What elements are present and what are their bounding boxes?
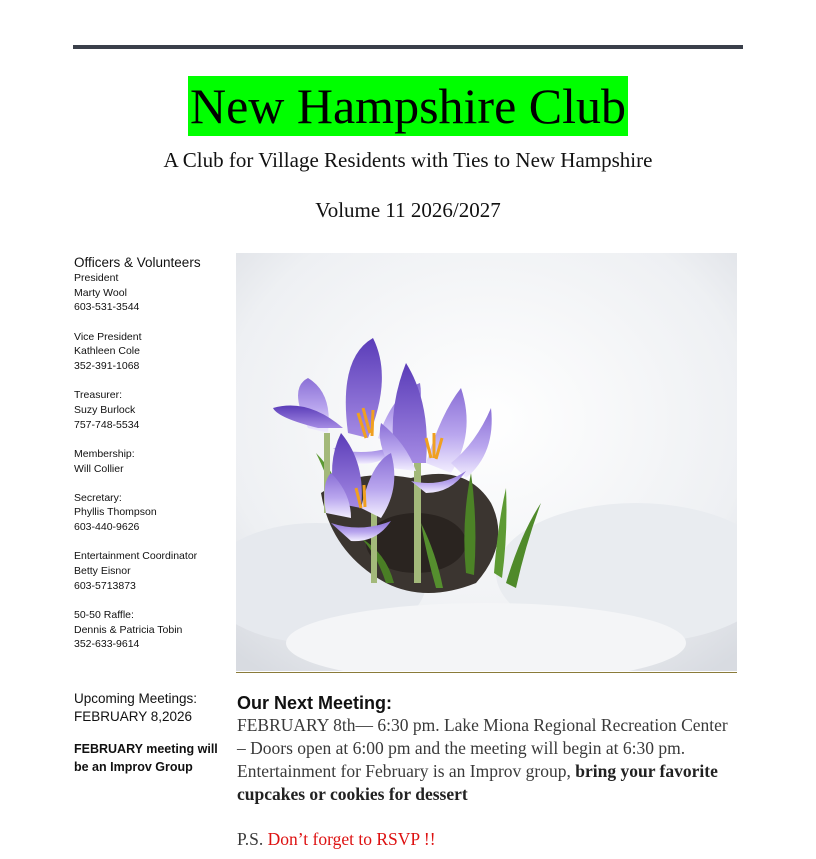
officer-role: Treasurer: — [74, 389, 123, 402]
upcoming-heading: Upcoming Meetings: — [74, 691, 198, 706]
officer-entry — [74, 491, 224, 535]
officer-entry — [74, 549, 224, 593]
next-meeting-body — [237, 714, 737, 806]
officer-phone: 757-748-5534 — [74, 418, 140, 431]
rsvp-reminder: Don’t forget to RSVP !! — [267, 829, 436, 849]
officer-phone: 352-633-9614 — [74, 638, 140, 651]
officer-role: President — [74, 272, 119, 284]
officer-role: 50-50 Raffle: — [74, 608, 134, 621]
photo-underline — [236, 672, 737, 673]
officer-name: Kathleen Cole — [74, 345, 140, 358]
officer-phone: 603-5713873 — [74, 579, 136, 592]
officer-entry — [74, 388, 224, 432]
dessert-note: bring your favorite cupcakes or cookies for dessert — [237, 761, 718, 804]
meeting-details: FEBRUARY 8th— 6:30 pm. Lake Miona Regional Recreation Center – Doors open at 6:00 pm and the meeting will begin at 6:30 pm. Entertainment for February is an Improv group, — [237, 715, 728, 781]
officer-phone: 603-440-9626 — [74, 521, 140, 534]
crocus-in-snow-photo — [236, 253, 737, 671]
officer-name: Dennis & Patricia Tobin — [74, 623, 183, 636]
officers-heading: Officers & Volunteers — [74, 255, 201, 270]
upcoming-meetings — [74, 690, 224, 776]
officer-name: Betty Eisnor — [74, 565, 131, 578]
officer-role: Secretary: — [74, 491, 122, 504]
improv-note: FEBRUARY meeting will be an Improv Group — [74, 742, 218, 774]
ps-line — [237, 829, 436, 850]
officer-entry — [74, 608, 224, 652]
officer-entry — [74, 330, 224, 374]
upcoming-date: FEBRUARY 8,2026 — [74, 709, 193, 724]
officer-phone: 603-531-3544 — [74, 301, 140, 314]
officer-name: Suzy Burlock — [74, 403, 136, 416]
next-meeting-section — [237, 692, 737, 806]
top-rule — [73, 45, 743, 49]
officer-name: Will Collier — [74, 462, 124, 475]
officer-name: Marty Wool — [74, 286, 127, 299]
officer-phone: 352-391-1068 — [74, 360, 140, 373]
officer-name: Phyllis Thompson — [74, 506, 157, 519]
officer-entry — [74, 271, 224, 315]
officer-role: Vice President — [74, 330, 142, 343]
officer-entry — [74, 447, 224, 476]
officer-role: Membership: — [74, 447, 135, 460]
officers-sidebar — [74, 255, 224, 667]
newsletter-title: New Hampshire Club — [189, 78, 627, 134]
ps-prefix: P.S. — [237, 829, 268, 849]
officer-role: Entertainment Coordinator — [74, 550, 198, 563]
next-meeting-heading: Our Next Meeting: — [237, 693, 393, 713]
volume-line: Volume 11 2026/2027 — [315, 198, 501, 222]
newsletter-subtitle: A Club for Village Residents with Ties to New Hampshire — [163, 148, 653, 172]
title-wrap — [0, 76, 816, 136]
